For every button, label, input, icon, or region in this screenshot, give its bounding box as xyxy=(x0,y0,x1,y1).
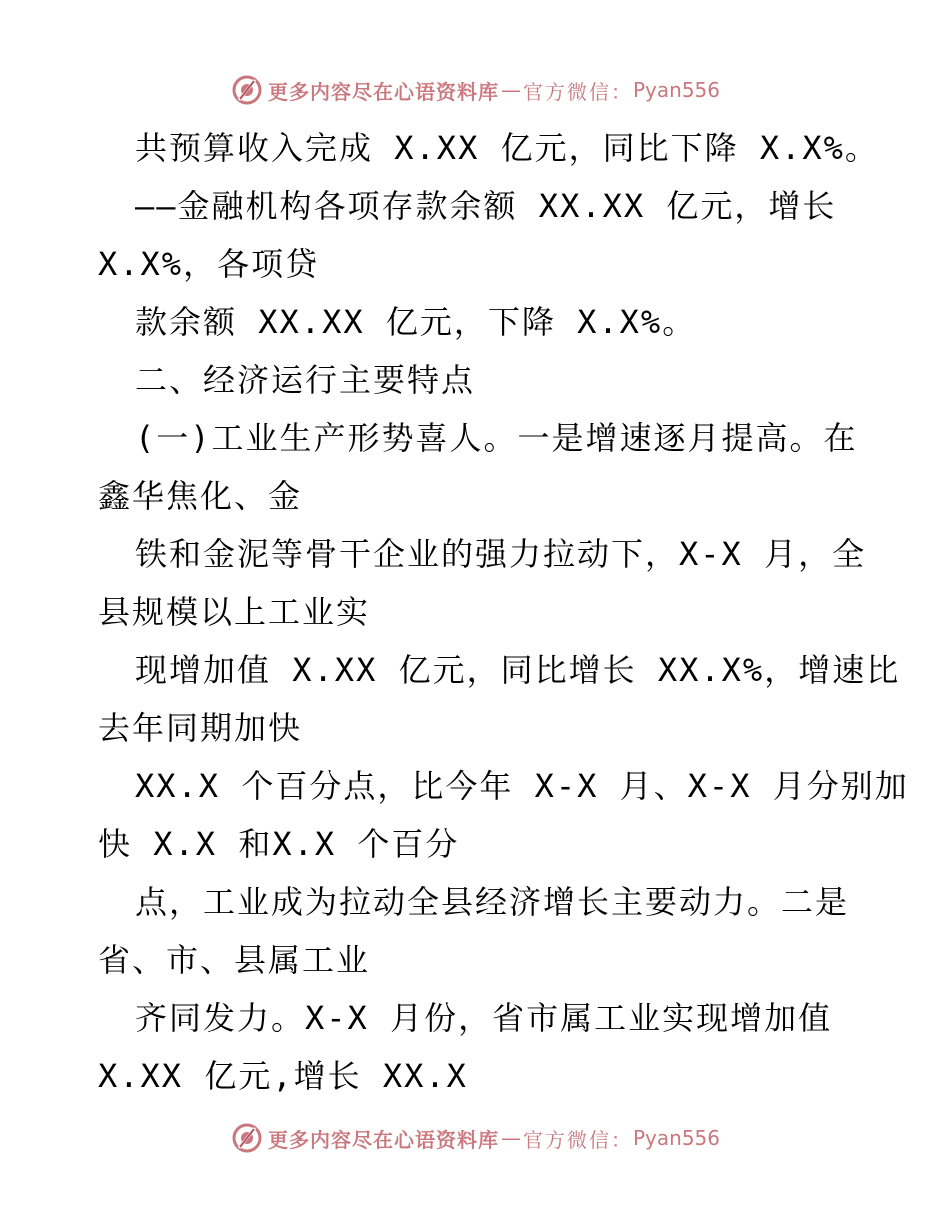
paragraph-line: 齐同发力。X-X 月份，省市属工业实现增加值 xyxy=(135,999,833,1037)
section-heading: 二、经济运行主要特点 xyxy=(135,361,476,399)
paragraph-line: (一)工业生产形势喜人。一是增速逐月提高。在 xyxy=(135,419,858,457)
paragraph-line: ——金融机构各项存款余额 XX.XX 亿元，增长 xyxy=(135,187,837,225)
paragraph-line: XX.X 个百分点，比今年 X-X 月、X-X 月分别加 xyxy=(135,767,909,805)
paragraph-line: 现增加值 X.XX 亿元，同比增长 XX.X%，增速比 xyxy=(135,651,901,689)
paragraph-line: X.XX 亿元,增长 XX.X xyxy=(98,1057,468,1095)
watermark-sub-text: 官方微信： xyxy=(522,79,633,104)
paragraph-line: 铁和金泥等骨干企业的强力拉动下，X-X 月，全 xyxy=(135,535,867,573)
paragraph-line: X.X%，各项贷 xyxy=(98,245,320,283)
watermark-dash: — xyxy=(500,78,521,102)
paragraph-line: 省、市、县属工业 xyxy=(98,941,371,979)
watermark-sub-text: 官方微信： xyxy=(522,1127,633,1152)
watermark-main-text: 更多内容尽在心语资料库 xyxy=(267,79,499,104)
brand-logo-icon xyxy=(230,1121,264,1155)
paragraph-line: 点，工业成为拉动全县经济增长主要动力。二是 xyxy=(135,883,850,921)
paragraph-line: 去年同期加快 xyxy=(98,709,303,747)
paragraph-line: 鑫华焦化、金 xyxy=(98,477,303,515)
watermark-main-text: 更多内容尽在心语资料库 xyxy=(267,1127,499,1152)
watermark-wechat-id: Pyan556 xyxy=(632,78,720,102)
watermark-dash: — xyxy=(500,1126,521,1150)
paragraph-line: 县规模以上工业实 xyxy=(98,593,371,631)
watermark-wechat-id: Pyan556 xyxy=(632,1126,720,1150)
paragraph-line: 款余额 XX.XX 亿元，下降 X.X%。 xyxy=(135,303,697,341)
paragraph-line: 快 X.X 和X.X 个百分 xyxy=(98,825,460,863)
footer-watermark xyxy=(0,1118,950,1158)
paragraph-line: 共预算收入完成 X.XX 亿元，同比下降 X.X%。 xyxy=(135,129,879,167)
